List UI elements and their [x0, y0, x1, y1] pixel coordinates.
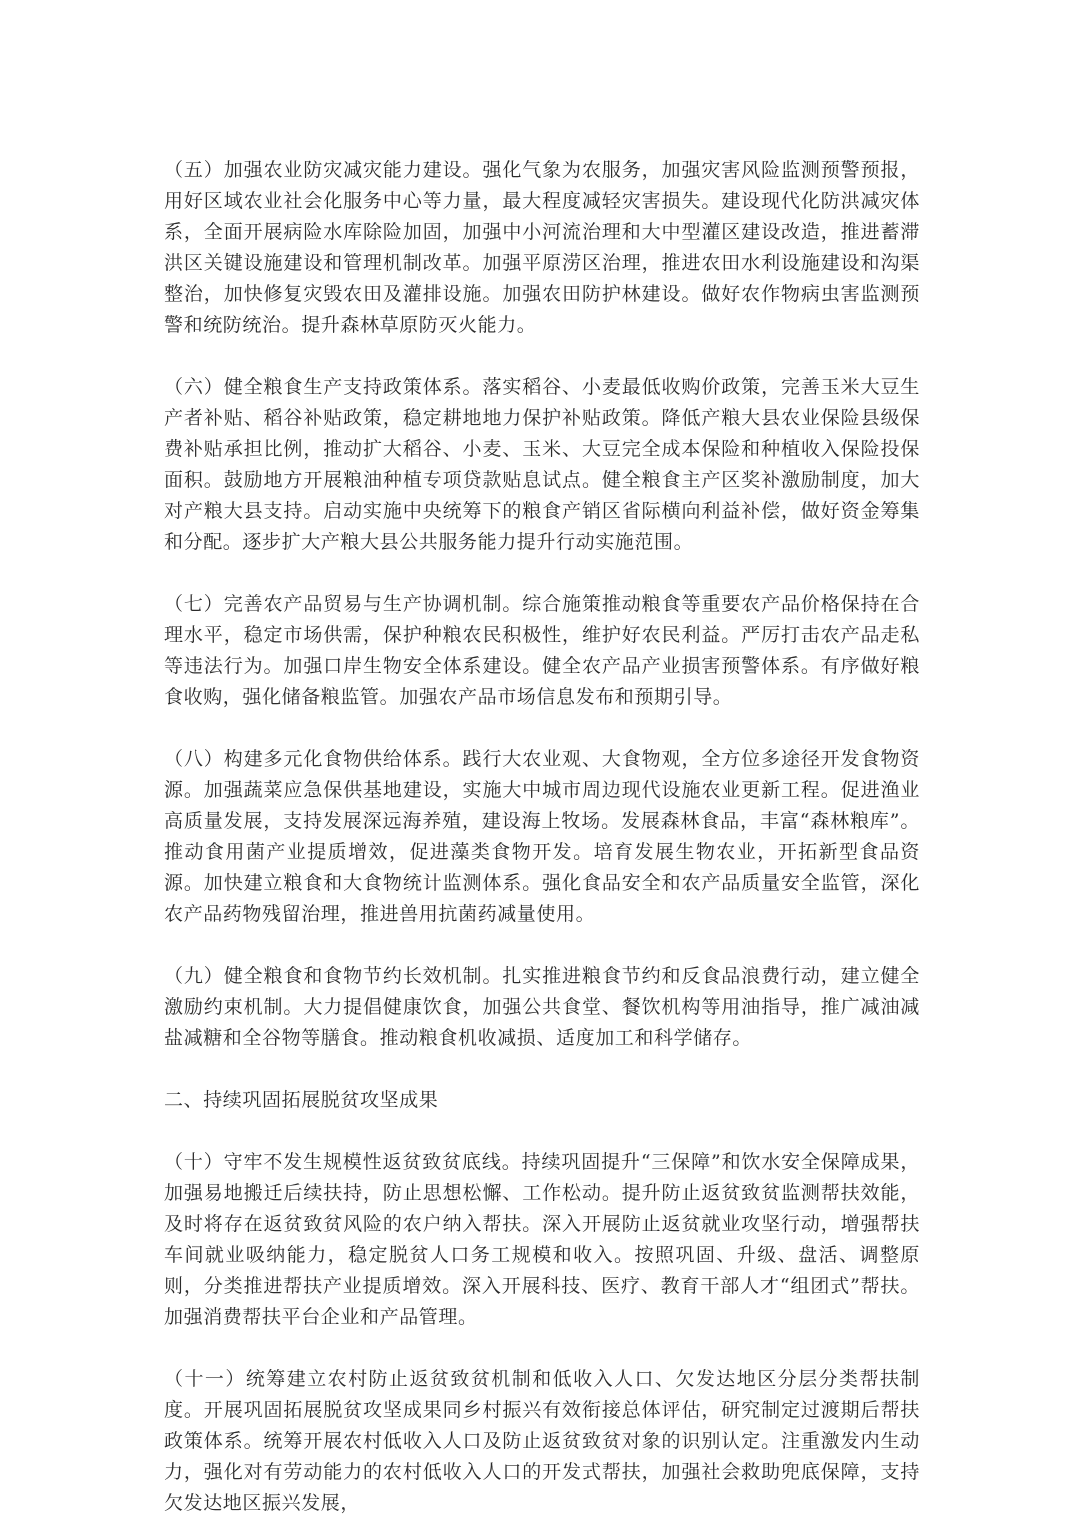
document-body	[164, 155, 920, 1519]
paragraph-7-trade-coordination: （七）完善农产品贸易与生产协调机制。综合施策推动粮食等重要农产品价格保持在合理水平，稳定市场供需，保护种粮农民积极性，维护好农民利益。严厉打击农产品走私等违法行为。加强口岸生物安全体系建设。健全农产品产业损害预警体系。有序做好粮食收购，强化储备粮监管。加强农产品市场信息发布和预期引导。	[164, 593, 920, 708]
paragraph-9-food-saving: （九）健全粮食和食物节约长效机制。扎实推进粮食节约和反食品浪费行动，建立健全激励约束机制。大力提倡健康饮食，加强公共食堂、餐饮机构等用油指导，推广减油减盐减糖和全谷物等膳食。推动粮食机收减损、适度加工和科学储存。	[164, 965, 920, 1049]
paragraph-10-prevent-poverty-return: （十）守牢不发生规模性返贫致贫底线。持续巩固提升“三保障”和饮水安全保障成果，加强易地搬迁后续扶持，防止思想松懈、工作松动。提升防止返贫致贫监测帮扶效能，及时将存在返贫致贫风险的农户纳入帮扶。深入开展防止返贫就业攻坚行动，增强帮扶车间就业吸纳能力，稳定脱贫人口务工规模和收入。按照巩固、升级、盘活、调整原则，分类推进帮扶产业提质增效。深入开展科技、医疗、教育干部人才“组团式”帮扶。加强消费帮扶平台企业和产品管理。	[164, 1151, 920, 1328]
section-heading-2: 二、持续巩固拓展脱贫攻坚成果	[164, 1089, 439, 1111]
paragraph-11-tiered-assistance: （十一）统筹建立农村防止返贫致贫机制和低收入人口、欠发达地区分层分类帮扶制度。开展巩固拓展脱贫攻坚成果同乡村振兴有效衔接总体评估，研究制定过渡期后帮扶政策体系。统筹开展农村低收入人口及防止返贫致贫对象的识别认定。注重激发内生动力，强化对有劳动能力的农村低收入人口的开发式帮扶，加强社会救助兜底保障，支持欠发达地区振兴发展，	[164, 1368, 920, 1514]
paragraph-5-disaster-prevention: （五）加强农业防灾减灾能力建设。强化气象为农服务，加强灾害风险监测预警预报，用好区域农业社会化服务中心等力量，最大程度减轻灾害损失。建设现代化防洪减灾体系，全面开展病险水库除险加固，加强中小河流治理和大中型灌区建设改造，推进蓄滞洪区关键设施建设和管理机制改革。加强平原涝区治理，推进农田水利设施建设和沟渠整治，加快修复灾毁农田及灌排设施。加强农田防护林建设。做好农作物病虫害监测预警和统防统治。提升森林草原防灭火能力。	[164, 159, 920, 336]
paragraph-8-diversified-food-supply: （八）构建多元化食物供给体系。践行大农业观、大食物观，全方位多途径开发食物资源。加强蔬菜应急保供基地建设，实施大中城市周边现代设施农业更新工程。促进渔业高质量发展，支持发展深远海养殖，建设海上牧场。发展森林食品，丰富“森林粮库”。推动食用菌产业提质增效，促进藻类食物开发。培育发展生物农业，开拓新型食品资源。加快建立粮食和大食物统计监测体系。强化食品安全和农产品质量安全监管，深化农产品药物残留治理，推进兽用抗菌药减量使用。	[164, 748, 920, 925]
paragraph-6-grain-production-support: （六）健全粮食生产支持政策体系。落实稻谷、小麦最低收购价政策，完善玉米大豆生产者补贴、稻谷补贴政策，稳定耕地地力保护补贴政策。降低产粮大县农业保险县级保费补贴承担比例，推动扩大稻谷、小麦、玉米、大豆完全成本保险和种植收入保险投保面积。鼓励地方开展粮油种植专项贷款贴息试点。健全粮食主产区奖补激励制度，加大对产粮大县支持。启动实施中央统筹下的粮食产销区省际横向利益补偿，做好资金筹集和分配。逐步扩大产粮大县公共服务能力提升行动实施范围。	[164, 376, 920, 553]
